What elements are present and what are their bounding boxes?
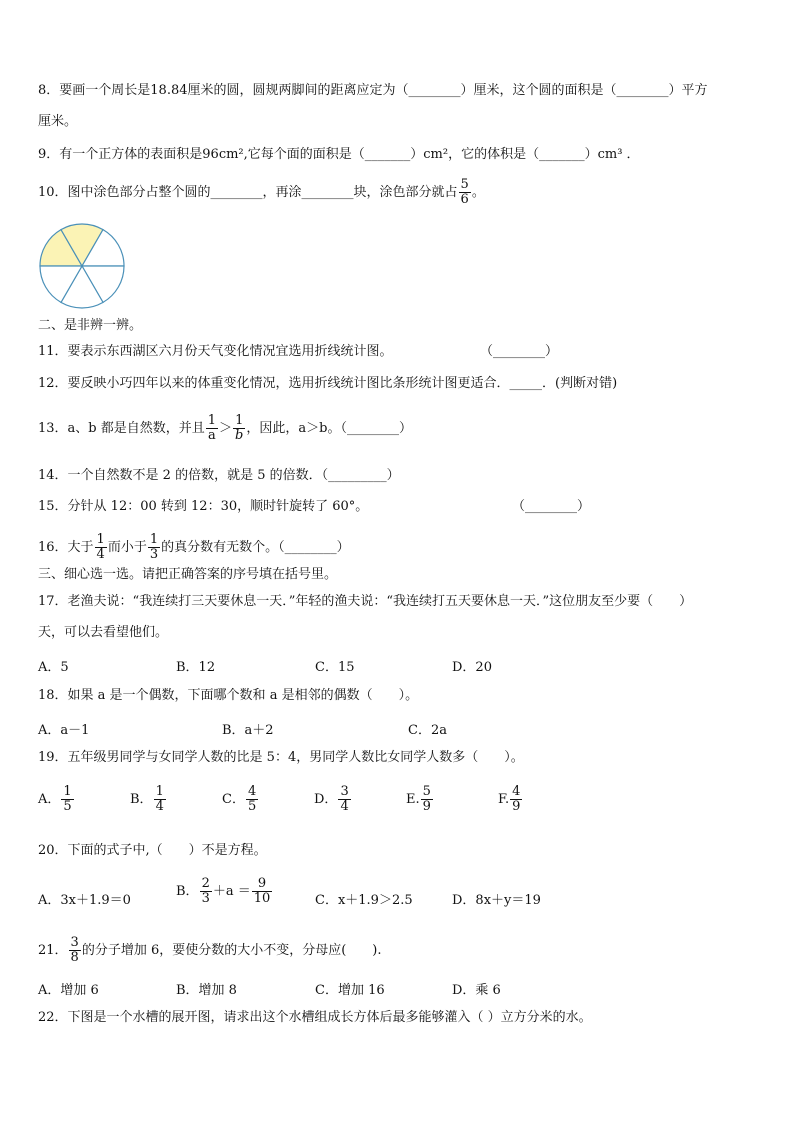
question-15: 15．分针从 12：00 转到 12：30，顺时针旋转了 60°。 [38,499,369,514]
fraction-denominator: 8 [70,950,79,965]
option-b [176,877,273,906]
option-label: E. [406,792,420,807]
option-fraction [61,785,73,814]
fraction-denominator: 9 [512,799,521,814]
option-c [222,785,259,814]
question-10 [38,178,485,207]
fraction-five-sixths [459,178,471,207]
question-9: 9．有一个正方体的表面积是96cm²,它每个面的面积是（_______）cm²，它的体积是（_______）cm³ ． [38,147,640,162]
fraction-denominator: 4 [340,799,349,814]
question-18: 18．如果 a 是一个偶数，下面哪个数和 a 是相邻的偶数（ ）。 [38,688,419,703]
option-fraction [510,785,522,814]
question-10-text: 10．图中涂色部分占整个圆的________，再涂________块，涂色部分就占 [38,185,458,200]
option-a: A．增加 6 [38,983,99,998]
option-e [406,785,434,814]
option-label: C． [222,792,245,807]
fraction-one-third [148,533,160,562]
fraction-three-eighths [69,936,81,965]
option-c: C．15 [315,660,355,675]
option-c: C．x＋1.9＞2.5 [315,893,413,908]
fraction-numerator: 1 [207,413,217,428]
question-21 [38,936,382,965]
fraction-nine-tenths [252,877,273,906]
fraction-numerator: 1 [235,413,244,428]
option-label: B． [176,884,199,899]
option-a [38,785,75,814]
fraction-numerator: 5 [422,784,431,799]
fraction-denominator: 3 [149,547,159,562]
fraction-denominator: 4 [155,799,164,814]
greater-than-sign: ＞ [219,421,233,436]
question-16-end: 的真分数有无数个。（________） [161,540,350,555]
fraction-denominator: 5 [63,799,72,814]
option-fraction [154,785,166,814]
question-16 [38,533,350,562]
fraction-denominator: 10 [253,891,271,906]
fraction-numerator: 2 [201,876,210,891]
option-label: A． [38,792,61,807]
question-17-line-1: 17．老渔夫说：“我连续打三天要休息一天．”年轻的渔夫说：“我连续打五天要休息一天．”这位朋友至少要（ ） [38,594,693,609]
question-13-text: 13．a、b 都是自然数，并且 [38,421,205,436]
fraction-denominator: 3 [201,891,210,906]
question-8-line-1: 8．要画一个周长是18.84厘米的圆，圆规两脚间的距离应定为（________）厘米，这个圆的面积是（________）平方 [38,83,708,98]
fraction-denominator: 4 [96,547,105,562]
fraction-numerator: 1 [149,532,159,547]
option-d: D．乘 6 [452,983,501,998]
option-a: A．a－1 [38,723,90,738]
option-d [314,785,352,814]
section-2-title: 二、是非辨一辨。 [38,318,143,333]
option-d: D．8x＋y＝19 [452,893,541,908]
option-a: A．5 [38,660,69,675]
question-17-line-2: 天，可以去看望他们。 [38,625,169,640]
circle-pie-figure [38,222,126,310]
option-fraction [338,785,350,814]
fraction-numerator: 3 [340,784,349,799]
fraction-1-over-a [206,414,218,443]
option-fraction [246,785,258,814]
fraction-numerator: 3 [70,935,79,950]
option-b-expression: ＋a ＝ [212,884,251,899]
fraction-denominator: a [206,428,218,443]
question-13 [38,414,412,443]
fraction-numerator: 9 [257,876,267,891]
fraction-numerator: 1 [155,784,164,799]
question-19: 19．五年级男同学与女同学人数的比是 5：4，男同学人数比女同学人数多（ ）。 [38,750,524,765]
fraction-1-over-b [233,414,245,443]
question-15-blank: （________） [512,499,591,514]
fraction-denominator: 5 [247,799,257,814]
option-c: C．2a [408,723,447,738]
option-b: B．12 [176,660,216,675]
question-13-end: ，因此，a＞b。（________） [246,421,412,436]
question-22: 22．下图是一个水槽的展开图，请求出这个水槽组成长方体后最多能够灌入（ ）立方分米的水。 [38,1010,592,1025]
question-16-text: 16．大于 [38,540,94,555]
fraction-numerator: 5 [460,177,469,192]
option-fraction [421,785,433,814]
fraction-numerator: 1 [63,784,72,799]
question-12: 12．要反映小巧四年以来的体重变化情况，选用折线统计图比条形统计图更适合．_____．(判断对错) [38,376,618,391]
option-b [130,785,167,814]
fraction-numerator: 1 [96,532,105,547]
option-b: B．增加 8 [176,983,237,998]
question-16-mid: 而小于 [107,540,147,555]
question-8-line-2: 厘米。 [38,114,78,129]
option-d: D．20 [452,660,492,675]
fraction-denominator: 6 [460,192,469,207]
question-11-blank: （________） [480,344,559,359]
fraction-denominator: b [235,428,244,443]
fraction-numerator: 4 [247,784,257,799]
section-3-title: 三、细心选一选。请把正确答案的序号填在括号里。 [38,567,338,582]
option-b: B．a＋2 [222,723,274,738]
option-label: F. [498,792,510,807]
question-20: 20．下面的式子中,（ ）不是方程。 [38,843,267,858]
fraction-denominator: 9 [422,799,431,814]
question-10-end: 。 [471,185,485,200]
question-11: 11．要表示东西湖区六月份天气变化情况宜选用折线统计图。 [38,344,393,359]
option-f [498,785,523,814]
option-c: C．增加 16 [315,983,385,998]
option-label: B． [130,792,153,807]
question-14: 14．一个自然数不是 2 的倍数，就是 5 的倍数．（_________） [38,468,400,483]
fraction-one-quarter [95,533,107,562]
option-label: D． [314,792,338,807]
fraction-numerator: 4 [512,784,521,799]
question-21-number: 21． [38,943,68,958]
fraction-two-thirds [200,877,212,906]
question-21-text: 的分子增加 6，要使分数的大小不变，分母应( ). [81,943,382,958]
option-a: A．3x＋1.9＝0 [38,893,131,908]
